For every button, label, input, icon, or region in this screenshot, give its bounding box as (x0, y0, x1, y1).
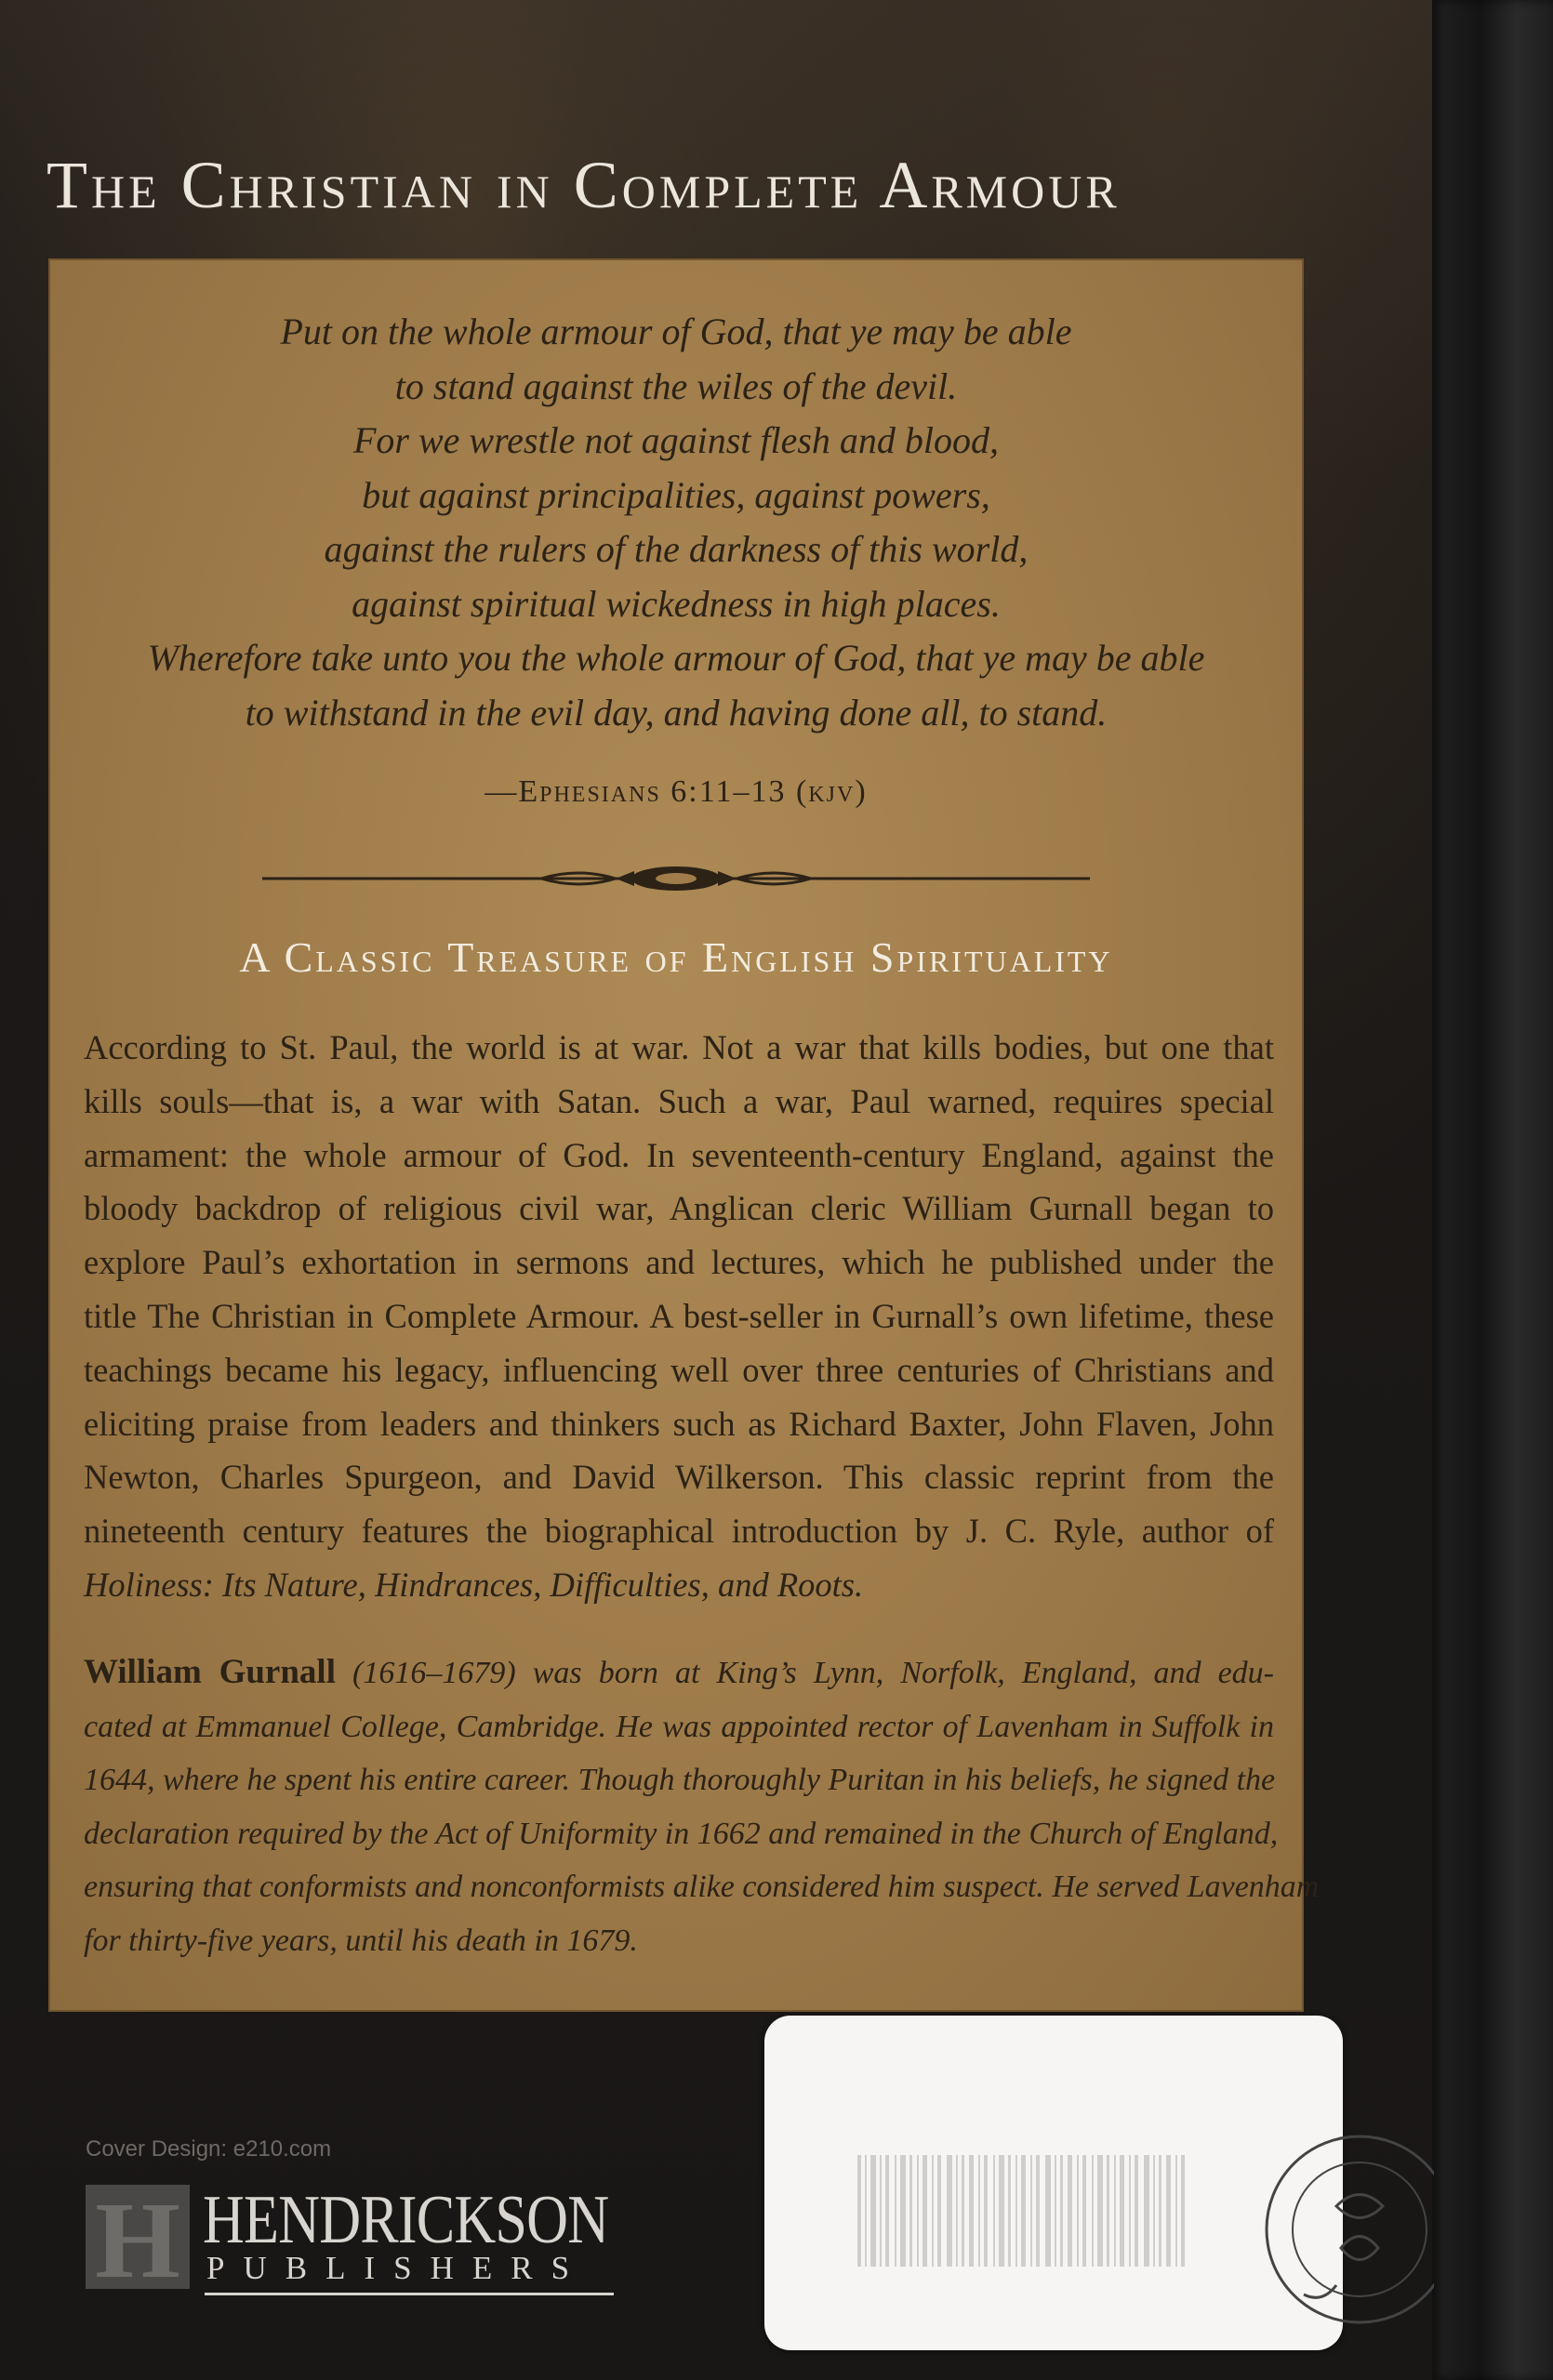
logo-rule (205, 2293, 614, 2295)
scripture-quote (48, 305, 1304, 740)
barcode-icon (857, 2118, 1211, 2304)
ornamental-divider (262, 860, 1090, 897)
verse-line: to stand against the wiles of the devil. (394, 364, 958, 407)
verse-line: For we wrestle not against flesh and blood, (352, 419, 1000, 461)
cover-design-credit: Cover Design: e210.com (86, 2136, 332, 2162)
verse-reference: —Ephesians 6:11–13 (kjv) (484, 774, 868, 809)
verse-line: to withstand in the evil day, and having done all, to stand. (245, 691, 1108, 734)
description-line: According to St. Paul, the world is at war. Not a war that kills bodies, but one that (84, 1028, 1274, 1066)
description-line: armament: the whole armour of God. In seventeenth-century England, against the (84, 1135, 1274, 1174)
bio-line: declaration required by the Act of Uniformity in 1662 and remained in the Church of England, (84, 1816, 1279, 1851)
publisher-logo (86, 2179, 625, 2301)
verse-line: against the rulers of the darkness of this world, (324, 528, 1029, 570)
content-panel (48, 258, 1320, 2012)
book-description (84, 1021, 1274, 1612)
bio-line: 1644, where he spent his entire career. Though thoroughly Puritan in his beliefs, he signed the (84, 1763, 1276, 1798)
description-line: eliciting praise from leaders and thinkers such as Richard Baxter, John Flaven, John (84, 1404, 1274, 1443)
description-line: teachings became his legacy, influencing well over three centuries of Christians and (84, 1350, 1274, 1389)
author-name: William Gurnall (84, 1653, 336, 1691)
section-subtitle: A Classic Treasure of English Spirituality (239, 933, 1113, 981)
author-bio (84, 1646, 1320, 1968)
book-spine (1432, 0, 1553, 2380)
description-line: bloody backdrop of religious civil war, Anglican cleric William Gurnall began to (84, 1189, 1274, 1228)
publisher-mark-icon: H (86, 2185, 190, 2289)
bio-line: cated at Emmanuel College, Cambridge. He was appointed rector of Lavenham in Suffolk in (84, 1709, 1274, 1744)
description-line: kills souls—that is, a war with Satan. Such a war, Paul warned, requires special (84, 1081, 1274, 1120)
verse-line: Put on the whole armour of God, that ye may be able (280, 311, 1072, 352)
description-line: title The Christian in Complete Armour. A best-seller in Gurnall’s own lifetime, these (84, 1296, 1274, 1335)
bio-first-line (84, 1646, 1274, 1700)
verse-line: against spiritual wickedness in high places. (352, 582, 1001, 625)
verse-line: but against principalities, against powers, (362, 473, 990, 516)
description-line: nineteenth century features the biographical introduction by J. C. Ryle, author of (84, 1512, 1274, 1551)
description-line: Newton, Charles Spurgeon, and David Wilkerson. This classic reprint from the (84, 1458, 1274, 1497)
description-line: explore Paul’s exhortation in sermons and lectures, which he published under the (84, 1243, 1274, 1282)
publisher-name: HENDRICKSON (203, 2182, 609, 2258)
bookstore-stamp-icon (1248, 2118, 1434, 2332)
barcode-sticker (764, 2016, 1343, 2350)
book-title: The Christian in Complete Armour (46, 148, 1121, 222)
description-line: Holiness: Its Nature, Hindrances, Difficulties, and Roots. (84, 1565, 864, 1604)
bio-line: ensuring that conformists and nonconformists alike considered him suspect. He served Lavenham (84, 1870, 1320, 1905)
bio-line: (1616–1679) was born at King’s Lynn, Norfolk, England, and edu- (352, 1656, 1274, 1690)
verse-line: Wherefore take unto you the whole armour of God, that ye may be able (147, 637, 1205, 679)
publisher-subtitle: PUBLISHERS (206, 2250, 589, 2286)
bio-line: for thirty-five years, until his death in 1679. (84, 1923, 638, 1958)
